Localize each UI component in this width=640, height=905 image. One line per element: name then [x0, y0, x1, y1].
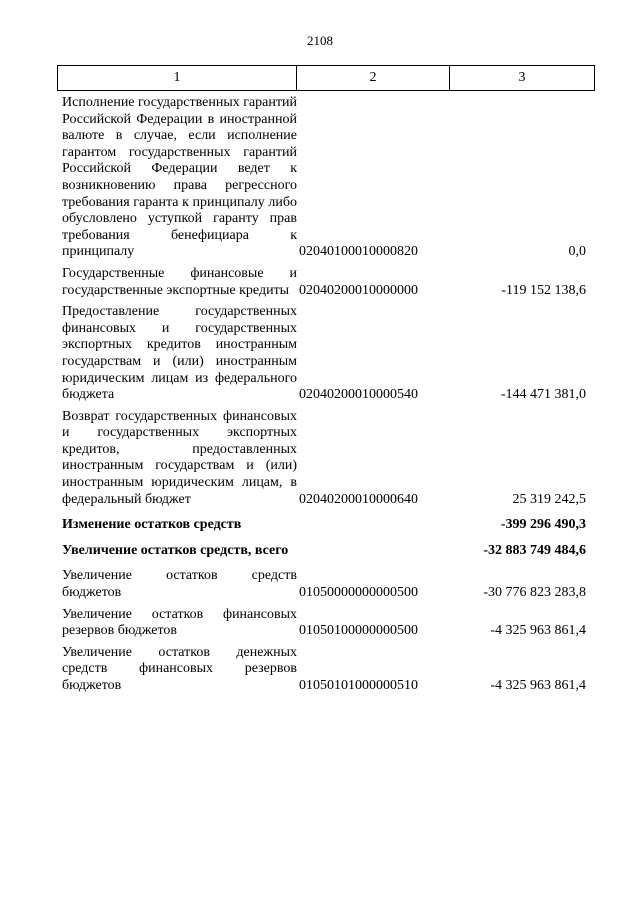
- table-row: [62, 645, 586, 695]
- header-col-1: 1: [58, 66, 297, 90]
- table-body: [62, 95, 586, 700]
- header-col-3: 3: [518, 70, 526, 85]
- row-code: 01050000000000500: [299, 585, 418, 601]
- table-row: [62, 409, 586, 509]
- page-number: 2108: [307, 33, 333, 48]
- row-value: -4 325 963 861,4: [490, 678, 586, 693]
- row-name: Увеличение остатков средств, всего: [62, 542, 289, 558]
- row-value: -119 152 138,6: [501, 282, 586, 298]
- table-header: [57, 65, 595, 91]
- table-row: [62, 266, 586, 299]
- row-name: Увеличение остатков финансовых резервов бюджетов: [62, 606, 297, 639]
- row-code: 02040100010000820: [299, 244, 418, 260]
- row-code: 01050100000000500: [299, 623, 418, 639]
- table-row: [62, 543, 586, 560]
- row-value: -399 296 490,3: [500, 517, 586, 533]
- header-col-2: 2: [297, 66, 450, 90]
- row-name: Исполнение государственных гарантий Российской Федерации в иностранной валюте в случае, если исполнение гарантом государственных гарантий Российской Федерации ведет к возникновению права регрессного требования гаранта к принципалу либо обусловлено уступкой гаранту прав требования бенефициара к принципалу: [62, 95, 297, 260]
- row-name: Возврат государственных финансовых и государственных экспортных кредитов, предоставленных иностранным государствам и (или) иностранным юридическим лицам, в федеральный бюджет: [62, 408, 297, 507]
- table-row: [62, 607, 586, 640]
- table-row: [62, 95, 586, 261]
- row-value: 0,0: [568, 244, 586, 260]
- table-row: [62, 517, 586, 534]
- table-row: [62, 304, 586, 404]
- row-name: Государственные финансовые и государственные экспортные кредиты: [62, 265, 297, 298]
- row-name: Увеличение остатков средств бюджетов: [62, 568, 297, 601]
- row-value: -4 325 963 861,4: [490, 623, 586, 639]
- row-code: 01050101000000510: [299, 678, 418, 693]
- row-code: 02040200010000000: [299, 282, 418, 298]
- row-code: 02040200010000540: [299, 387, 418, 403]
- row-name: Увеличение остатков денежных средств финансовых резервов бюджетов: [62, 644, 297, 693]
- table-row: [62, 568, 586, 601]
- row-value: 25 319 242,5: [512, 491, 586, 507]
- row-name: Изменение остатков средств: [62, 517, 242, 533]
- row-value: -32 883 749 484,6: [483, 542, 586, 558]
- row-code: 02040200010000640: [299, 491, 418, 507]
- row-name: Предоставление государственных финансовых и государственных экспортных кредитов иностранным государствам и (или) иностранным юридическим лицам из федерального бюджета: [62, 304, 297, 403]
- row-value: -144 471 381,0: [500, 387, 586, 403]
- row-value: -30 776 823 283,8: [483, 585, 586, 601]
